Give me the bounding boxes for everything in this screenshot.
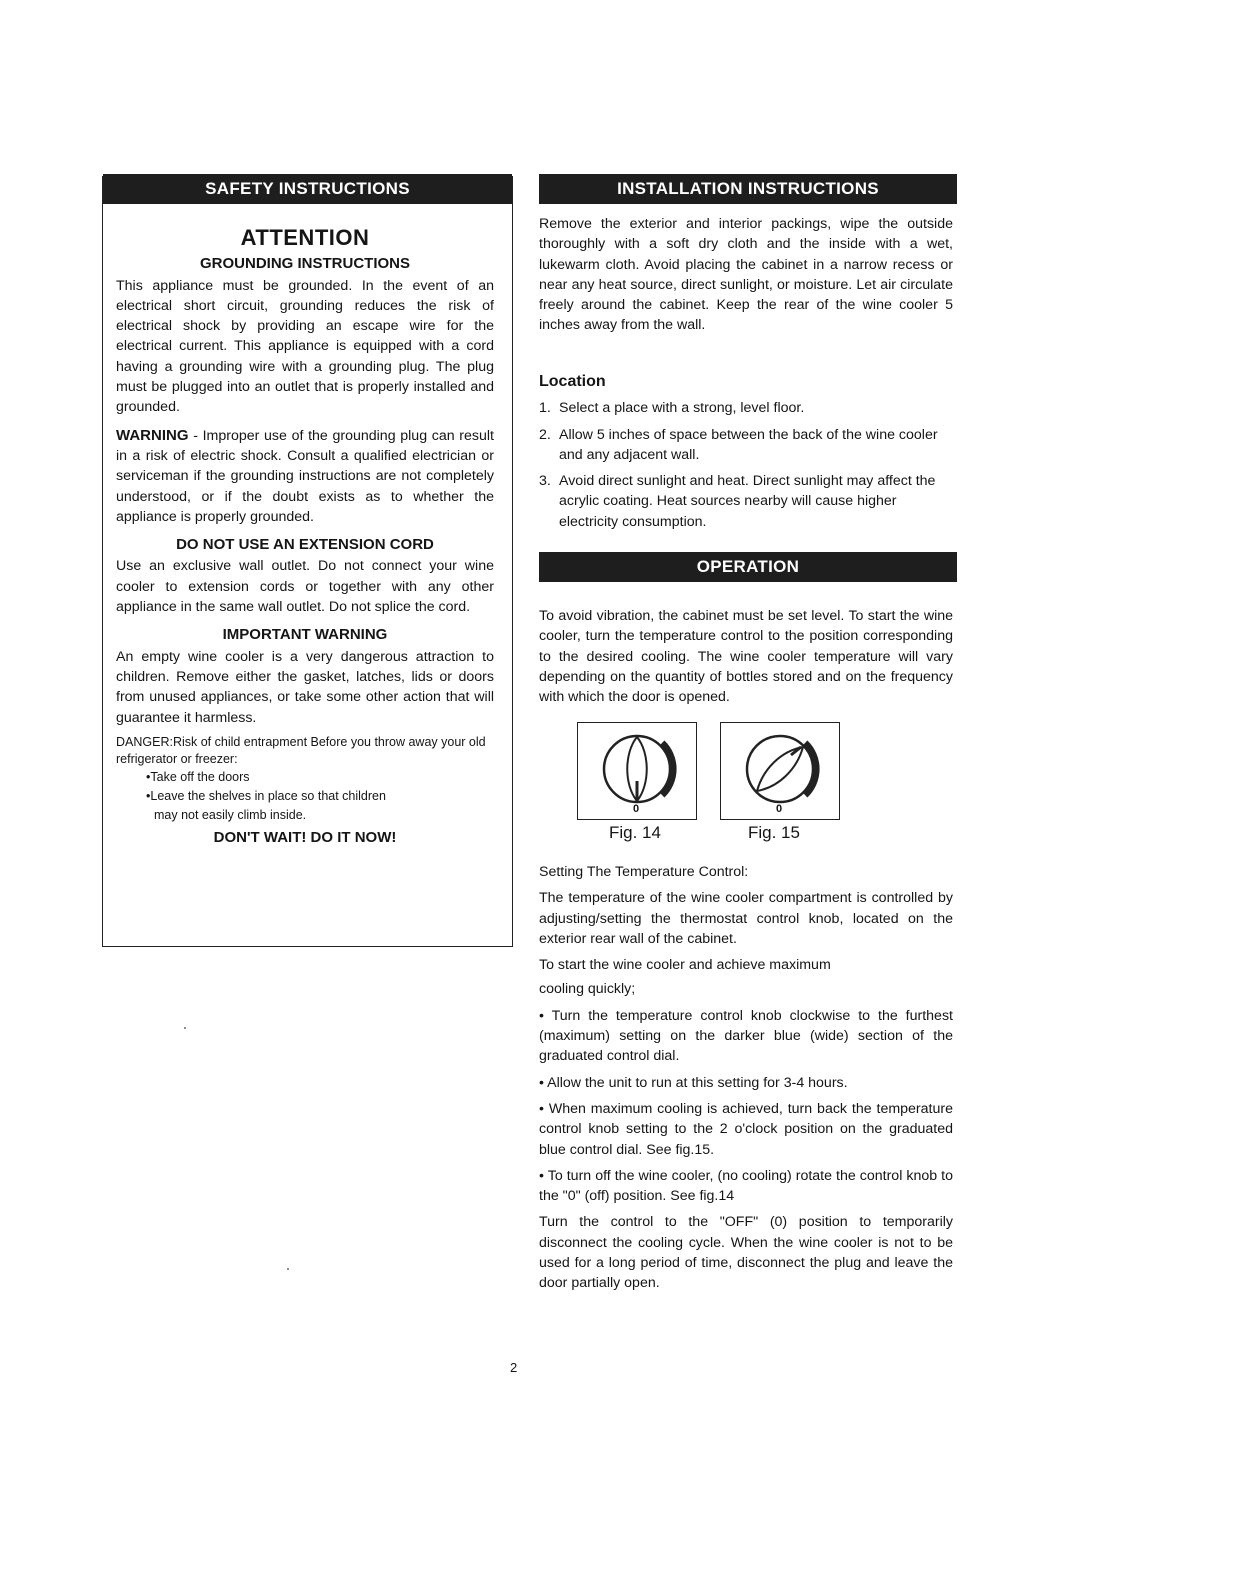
spacer	[116, 418, 494, 426]
operation-banner-label: OPERATION	[696, 557, 800, 576]
warning-text: - Improper use of the grounding plug can result in a risk of electric shock. Consult a qualified electrician or serviceman if the grounding instructions are not completely understood, or if the doubt exists as to whether the appliance is properly grounded.	[116, 427, 494, 525]
important-warning-paragraph: An empty wine cooler is a very dangerous attraction to children. Remove either the gasket, latches, lids or doors from unused appliances, or take some other action that will guarantee it harmless.	[116, 648, 494, 726]
operation-details	[539, 862, 953, 1300]
location-section	[539, 372, 953, 538]
location-item-number: 2.	[539, 426, 551, 443]
off-paragraph: Turn the control to the "OFF" (0) position to temporarily disconnect the cooling cycle. When the wine cooler is not to be used for a long period of time, disconnect the plug and leave the door partially open.	[539, 1214, 953, 1292]
fig-15-caption: Fig. 15	[748, 823, 800, 842]
extension-cord-heading: DO NOT USE AN EXTENSION CORD	[176, 536, 434, 554]
location-item	[539, 398, 953, 418]
operation-intro-block	[539, 606, 953, 713]
important-warning-heading: IMPORTANT WARNING	[222, 626, 388, 644]
installation-intro: Remove the exterior and interior packings, wipe the outside thoroughly with a soft dry cloth and the inside with a wet, lukewarm cloth. Avoid placing the cabinet in a narrow recess or near any heat source, direct sunlight, or moisture. Let air circulate freely around the cabinet. Keep the rear of the wine cooler 5 inches away from the wall.	[539, 216, 953, 334]
location-item-number: 3.	[539, 473, 551, 490]
installation-instructions-banner	[539, 174, 957, 204]
location-item-text: Select a place with a strong, level floor.	[559, 400, 805, 417]
scan-speck	[287, 1268, 289, 1270]
safety-banner-label: SAFETY INSTRUCTIONS	[205, 179, 410, 198]
scan-speck	[184, 1027, 186, 1029]
fig-15-zero-label: 0	[776, 803, 783, 815]
grounding-paragraph: This appliance must be grounded. In the event of an electrical short circuit, grounding reduces the risk of electrical shock by providing an escape wire for the electrical current. This appliance is equipped with a cord having a grounding wire with a grounding plug. The plug must be plugged into an outlet that is properly installed and grounded.	[116, 277, 494, 416]
location-item-text: Avoid direct sunlight and heat. Direct sunlight may affect the acrylic coating. Heat sources nearby will cause higher electricity consumption.	[559, 473, 936, 530]
location-item	[539, 471, 953, 532]
page-number: 2	[510, 1360, 518, 1375]
danger-item-doors: •Take off the doors	[146, 769, 250, 784]
operation-banner	[539, 552, 957, 582]
location-item	[539, 425, 953, 466]
operation-intro: To avoid vibration, the cabinet must be set level. To start the wine cooler, turn the temperature control to the position corresponding to the desired cooling. The wine cooler temperature will vary depending on the quantity of bottles stored and on the frequency with which the door is opened.	[539, 608, 953, 706]
setting-paragraph: The temperature of the wine cooler compartment is controlled by adjusting/setting the thermostat control knob, located on the exterior rear wall of the cabinet.	[539, 890, 953, 947]
safety-content	[116, 225, 494, 848]
bullet-turn-back: • When maximum cooling is achieved, turn back the temperature control knob setting to the 2 o'clock position on the graduated blue control dial. See fig.15.	[539, 1100, 953, 1158]
extension-cord-paragraph: Use an exclusive wall outlet. Do not connect your wine cooler to extension cords or together with any other appliance in the same wall outlet. Do not splice the cord.	[116, 558, 494, 616]
figures-area	[577, 722, 847, 852]
danger-item-shelves: •Leave the shelves in place so that children	[146, 788, 386, 803]
location-item-number: 1.	[539, 400, 551, 417]
fig-14-box	[577, 722, 697, 820]
danger-item-shelves-cont: may not easily climb inside.	[154, 807, 307, 822]
start-line-1: To start the wine cooler and achieve maximum	[539, 957, 831, 974]
danger-paragraph: DANGER:Risk of child entrapment Before you throw away your old refrigerator or freezer:	[116, 734, 486, 766]
attention-title: ATTENTION	[240, 225, 370, 250]
warning-label: WARNING	[116, 426, 189, 444]
installation-banner-label: INSTALLATION INSTRUCTIONS	[617, 179, 879, 198]
spacer	[116, 527, 494, 535]
bullet-turn-off: • To turn off the wine cooler, (no cooling) rotate the control knob to the "0" (off) position. See fig.14	[539, 1167, 953, 1205]
location-heading: Location	[539, 373, 606, 390]
installation-content	[539, 214, 953, 342]
dont-wait-line: DON'T WAIT! DO IT NOW!	[213, 828, 397, 846]
start-line-2: cooling quickly;	[539, 981, 636, 998]
location-item-text: Allow 5 inches of space between the back of the wine cooler and any adjacent wall.	[559, 426, 938, 463]
bullet-turn-max: • Turn the temperature control knob clockwise to the furthest (maximum) setting on the darker blue (wide) section of the graduated control dial.	[539, 1007, 953, 1065]
spacer	[116, 617, 494, 625]
bullet-run-hours: • Allow the unit to run at this setting for 3-4 hours.	[539, 1074, 848, 1091]
warning-paragraph	[116, 426, 494, 527]
grounding-heading: GROUNDING INSTRUCTIONS	[200, 255, 410, 273]
fig-14-caption: Fig. 14	[609, 823, 661, 842]
safety-instructions-banner	[103, 174, 512, 204]
fig-15-box	[720, 722, 840, 820]
location-list	[539, 398, 953, 532]
setting-heading: Setting The Temperature Control:	[539, 864, 749, 880]
fig-14-zero-label: 0	[633, 803, 640, 815]
